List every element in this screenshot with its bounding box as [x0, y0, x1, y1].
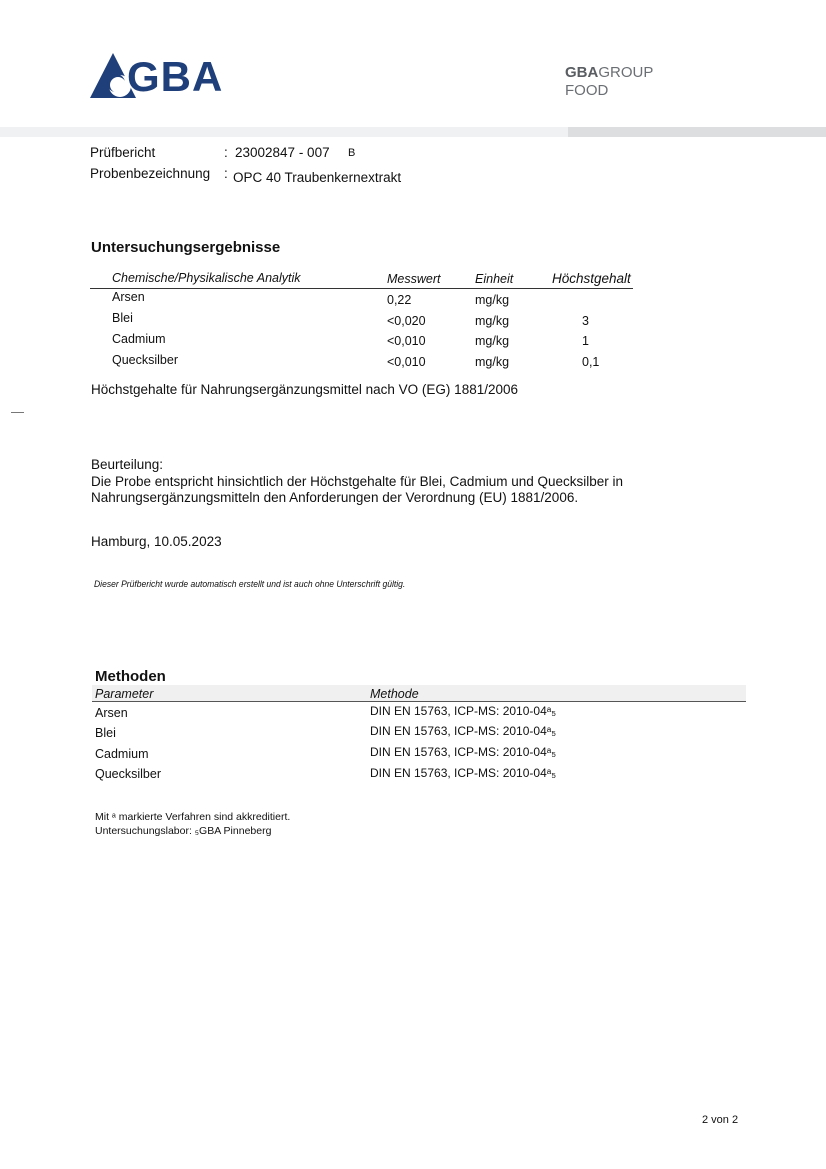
- result-unit: mg/kg: [475, 355, 510, 369]
- lab-note: Untersuchungslabor: ₅GBA Pinneberg: [95, 825, 272, 837]
- result-value: 0,22: [387, 293, 412, 307]
- assessment-line2: Nahrungsergänzungsmitteln den Anforderungen der Verordnung (EU) 1881/2006.: [91, 490, 579, 505]
- accredited-note: Mit ᵃ markierte Verfahren sind akkreditiert.: [95, 811, 291, 823]
- result-value: <0,010: [387, 355, 426, 369]
- results-title: Untersuchungsergebnisse: [91, 239, 281, 256]
- method-param: Blei: [95, 726, 116, 740]
- page-number: 2 von 2: [702, 1114, 739, 1126]
- method-value: DIN EN 15763, ICP-MS: 2010-04ᵃ₅: [370, 724, 557, 738]
- col-messwert: Messwert: [387, 272, 441, 286]
- pruefbericht-suffix: B: [348, 147, 356, 159]
- methods-col-parameter: Parameter: [95, 687, 154, 701]
- group-suffix: GROUP: [598, 64, 654, 81]
- results-note: Höchstgehalte für Nahrungsergänzungsmittel nach VO (EG) 1881/2006: [91, 382, 518, 397]
- place-date: Hamburg, 10.05.2023: [91, 534, 222, 549]
- result-max: 3: [582, 314, 589, 328]
- probe-value: OPC 40 Traubenkernextrakt: [233, 170, 402, 185]
- methods-col-methode: Methode: [370, 687, 419, 701]
- method-value: DIN EN 15763, ICP-MS: 2010-04ᵃ₅: [370, 766, 557, 780]
- colon: :: [224, 166, 228, 181]
- result-unit: mg/kg: [475, 293, 510, 307]
- assessment-label: Beurteilung:: [91, 457, 164, 472]
- methods-header-rule: [92, 701, 746, 702]
- header-band-accent: [568, 127, 826, 137]
- col-einheit: Einheit: [475, 272, 514, 286]
- methods-title: Methoden: [95, 668, 166, 685]
- results-header-rule: [90, 288, 633, 289]
- pruefbericht-label: Prüfbericht: [90, 145, 156, 160]
- result-unit: mg/kg: [475, 314, 510, 328]
- result-unit: mg/kg: [475, 334, 510, 348]
- group-label: [565, 64, 653, 100]
- result-param: Arsen: [112, 290, 145, 304]
- result-value: <0,020: [387, 314, 426, 328]
- logo-text: GBA: [127, 53, 224, 100]
- method-value: DIN EN 15763, ICP-MS: 2010-04ᵃ₅: [370, 704, 557, 718]
- result-param: Quecksilber: [112, 353, 178, 367]
- result-max: 0,1: [582, 355, 600, 369]
- margin-mark: [11, 412, 24, 413]
- colon: :: [224, 145, 228, 160]
- result-param: Cadmium: [112, 332, 166, 346]
- method-param: Arsen: [95, 706, 128, 720]
- group-food: FOOD: [565, 82, 609, 99]
- col-hoechstgehalt: Höchstgehalt: [552, 271, 631, 286]
- method-param: Cadmium: [95, 747, 149, 761]
- col-analytik: Chemische/Physikalische Analytik: [112, 271, 301, 285]
- method-param: Quecksilber: [95, 767, 161, 781]
- group-prefix: GBA: [565, 64, 599, 81]
- result-value: <0,010: [387, 334, 426, 348]
- result-max: 1: [582, 334, 589, 348]
- auto-note: Dieser Prüfbericht wurde automatisch erstellt und ist auch ohne Unterschrift gültig.: [94, 579, 406, 590]
- pruefbericht-value: 23002847 - 007: [235, 145, 330, 160]
- methods-header-bg: [92, 685, 746, 701]
- assessment-line1: Die Probe entspricht hinsichtlich der Höchstgehalte für Blei, Cadmium und Quecksilber in: [91, 474, 624, 489]
- method-value: DIN EN 15763, ICP-MS: 2010-04ᵃ₅: [370, 745, 557, 759]
- probe-label: Probenbezeichnung: [90, 166, 211, 181]
- result-param: Blei: [112, 311, 133, 325]
